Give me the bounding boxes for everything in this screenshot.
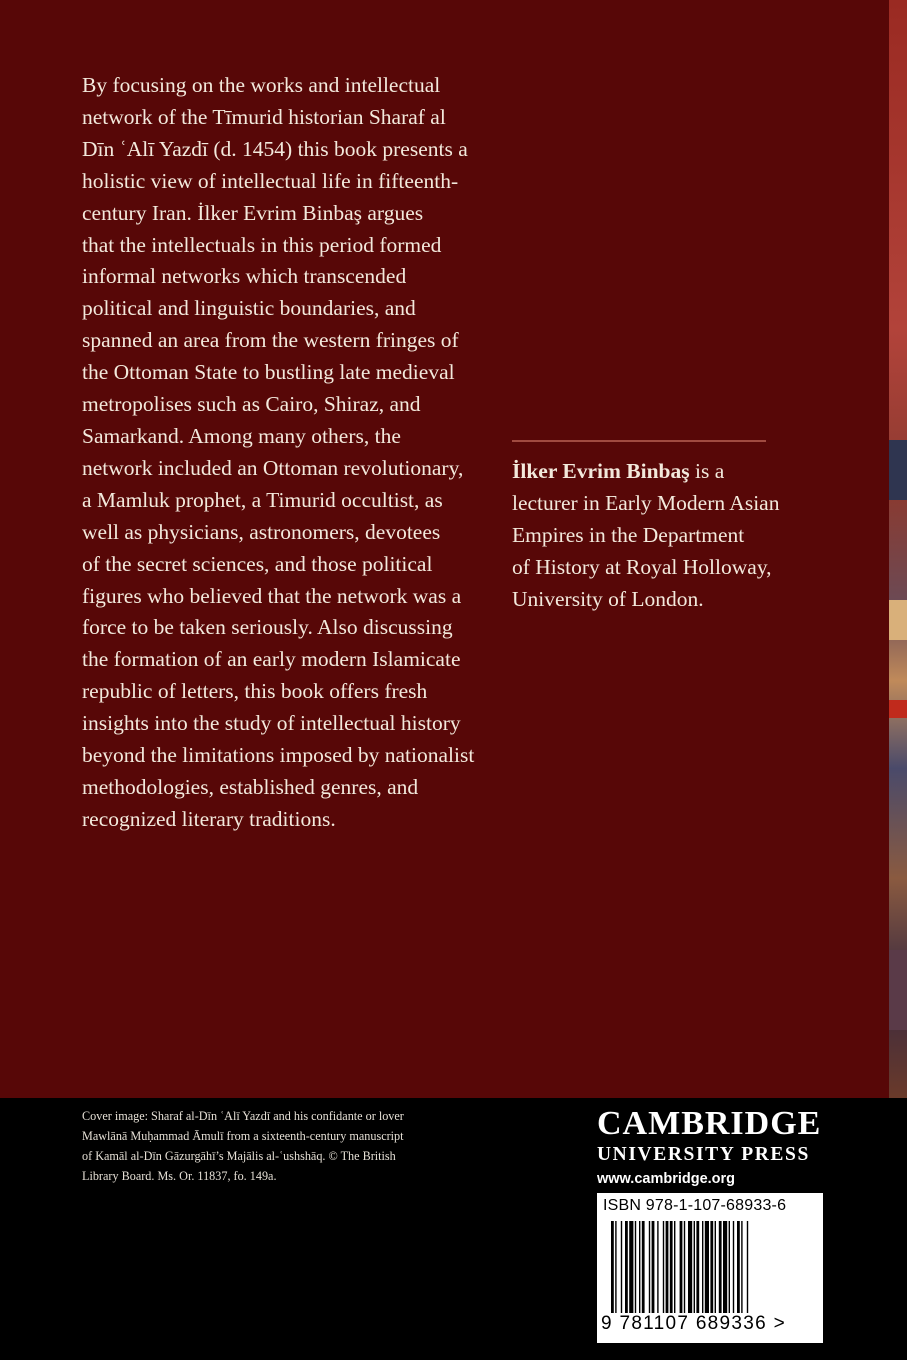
barcode-bar (666, 1221, 669, 1321)
barcode-bar (639, 1221, 640, 1321)
publisher-url: www.cambridge.org (597, 1171, 736, 1187)
barcode-bar (729, 1221, 730, 1321)
barcode-bar (680, 1221, 683, 1321)
publisher-subname: UNIVERSITY PRESS (597, 1144, 810, 1165)
barcode-bar (625, 1221, 628, 1321)
barcode-bar (635, 1221, 636, 1321)
barcode-bar (649, 1221, 650, 1321)
barcode-bar (629, 1221, 633, 1321)
barcode-bar (694, 1221, 695, 1321)
barcode-bar (663, 1221, 664, 1321)
barcode-bar (674, 1221, 675, 1321)
barcode-bar (652, 1221, 655, 1321)
divider-rule (512, 440, 766, 442)
publisher-name: CAMBRIDGE (597, 1105, 822, 1142)
author-name: İlker Evrim Binbaş (512, 459, 690, 483)
barcode-bar (741, 1221, 742, 1321)
cover-image-edge (889, 0, 907, 1098)
isbn-label: ISBN 978-1-107-68933-6 (603, 1197, 787, 1214)
publisher-logo (597, 1104, 827, 1190)
barcode-bar (688, 1221, 692, 1321)
cover-image-credit: Cover image: Sharaf al-Dīn ʿAlī Yazdī and his confidante or lover Mawlānā Muḥammad Āmulī from a sixteenth-century manuscript of Kamāl al-Dīn Gāzurgāhī’s Majālis al-ʿushshāq. © The British Library Board. Ms. Or. 11837, fo. 149a. (82, 1109, 404, 1183)
barcode-bar (723, 1221, 727, 1321)
barcode-bars (611, 1221, 811, 1321)
barcode-bar (715, 1221, 716, 1321)
author-bio (512, 455, 792, 615)
barcode-bar (705, 1221, 709, 1321)
barcode-bar (719, 1221, 722, 1321)
book-blurb: By focusing on the works and intellectual network of the Tīmurid historian Sharaf al Dīn ʿAlī Yazdī (d. 1454) this book presents a holistic view of intellectual life in fifteenth- century Iran. İlker Evrim Binbaş argues that the intellectuals in this period formed informal networks which transcended political and linguistic boundaries, and spanned an area from the western fringes of the Ottoman State to bustling late medieval metropolises such as Cairo, Shiraz, and Samarkand. Among many others, the network included an Ottoman revolutionary, a Mamluk prophet, a Timurid occultist, as well as physicians, astronomers, devotees of the secret sciences, and those political figures who believed that the network was a force to be taken seriously. Also discussing the formation of an early modern Islamicate republic of letters, this book offers fresh insights into the study of intellectual history beyond the limitations imposed by nationalist methodologies, established genres, and recognized literary traditions. (82, 73, 475, 831)
barcode-bar (611, 1221, 614, 1321)
barcode-bar (657, 1221, 658, 1321)
barcode-bar (747, 1221, 748, 1321)
barcode-digits: 9 781107 689336 > (599, 1313, 823, 1335)
barcode-bar (621, 1221, 622, 1321)
author-bio-text: is a lecturer in Early Modern Asian Empires in the Department of History at Royal Holloway, University of London. (512, 459, 780, 611)
barcode-bar (670, 1221, 673, 1321)
barcode-bar (710, 1221, 713, 1321)
barcode-bar (696, 1221, 699, 1321)
barcode-bar (615, 1221, 616, 1321)
barcode-bar (733, 1221, 734, 1321)
barcode-bar (642, 1221, 645, 1321)
barcode-panel (597, 1193, 823, 1343)
barcode-bar (702, 1221, 703, 1321)
barcode-bar (684, 1221, 685, 1321)
barcode-bar (737, 1221, 740, 1321)
